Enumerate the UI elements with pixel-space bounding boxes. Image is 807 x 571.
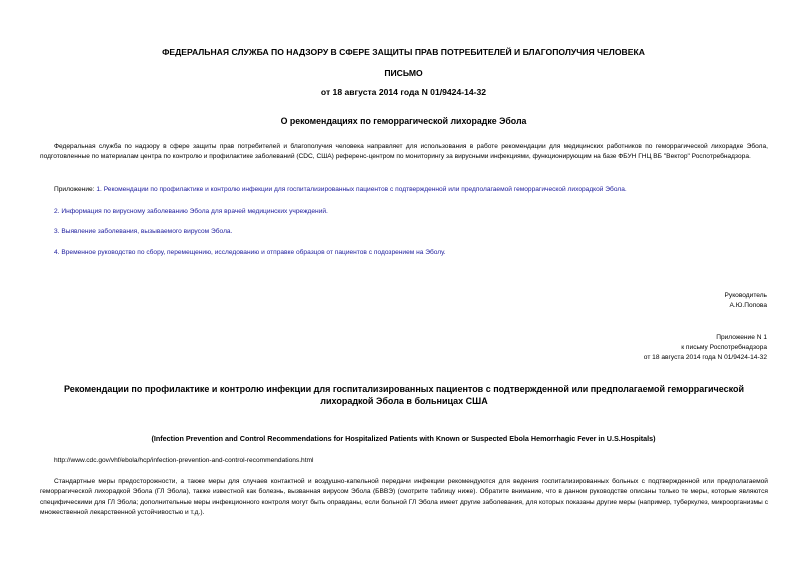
appendix-title: Рекомендации по профилактике и контролю инфекции для госпитализированных пациентов с подтвержденной или предполагаемой геморрагической лихорадкой Эбола в больницах США [63, 384, 745, 406]
attachment-link-2[interactable]: 2. Информация по вирусному заболеванию Эбола для врачей медицинских учреждений. [54, 208, 328, 215]
signature-block [725, 291, 767, 311]
attachment-link-3[interactable]: 3. Выявление заболевания, вызываемого вирусом Эбола. [54, 228, 233, 235]
intro-paragraph: Федеральная служба по надзору в сфере защиты прав потребителей и благополучия человека направляет для использования в работе рекомендации для медицинских работников по геморрагической лихорадке Эбола, подготовленные по материалам центра по контролю и профилактике заболеваний (CDC, США) референс-центром по мониторингу за вирусными инфекциями, функционирующим на базе ФБУН ГНЦ ВБ "Вектор" Роспотребнадзора. [40, 143, 768, 161]
document-type: ПИСЬМО [384, 68, 423, 78]
attachment-link-4[interactable]: 4. Временное руководство по сбору, перемещению, исследованию и отправке образцов от пациентов с подозрением на Эболу. [54, 249, 446, 256]
attachment-item-4[interactable] [54, 249, 446, 256]
signature-role: Руководитель [724, 292, 767, 299]
attachment-prefix: Приложение: [54, 186, 97, 193]
source-url[interactable]: http://www.cdc.gov/vhf/ebola/hcp/infection-prevention-and-control-recommendations.html [54, 457, 314, 464]
appendix-reference [644, 333, 767, 363]
attachment-item-3[interactable] [54, 228, 232, 235]
appendix-date-number: от 18 августа 2014 года N 01/9424-14-32 [643, 354, 767, 361]
document-date-number: от 18 августа 2014 года N 01/9424-14-32 [320, 87, 487, 97]
document-subject: О рекомендациях по геморрагической лихорадке Эбола [280, 116, 527, 126]
appendix-body-paragraph: Стандартные меры предосторожности, а также меры для случаев контактной и воздушно-капельной передачи инфекции рекомендуются для ведения госпитализированных больных с подтвержденной или предполагаемой геморрагической лихорадкой Эбола (ГЛ Эбола), также известной как болезнь, вызванная вирусом Эбола (БВВЭ) (смотрите таблицу ниже). Обратите внимание, что в данном руководстве описаны только те меры, которые являются специфическими для ГЛ Эбола; дополнительные меры инфекционного контроля могут быть оправданы, если больной ГЛ Эбола имеет другие заболевания, для которых показаны другие меры (например, туберкулез, микроорганизмы с множественной лекарственной устойчивостью и т.д.). [40, 478, 768, 517]
appendix-letter-ref: к письму Роспотребнадзора [681, 344, 767, 351]
appendix-english-title: (Infection Prevention and Control Recommendations for Hospitalized Patients with Known or Suspected Ebola Hemorrhagic Fever in U.S.Hospitals) [151, 434, 656, 443]
attachment-item-1 [54, 186, 627, 193]
signature-name: А.Ю.Попова [729, 302, 767, 309]
appendix-number: Приложение N 1 [716, 334, 767, 341]
agency-name: ФЕДЕРАЛЬНАЯ СЛУЖБА ПО НАДЗОРУ В СФЕРЕ ЗАЩИТЫ ПРАВ ПОТРЕБИТЕЛЕЙ И БЛАГОПОЛУЧИЯ ЧЕЛОВЕКА [162, 47, 645, 57]
attachment-item-2[interactable] [54, 208, 328, 215]
attachment-link-1[interactable]: 1. Рекомендации по профилактике и контролю инфекции для госпитализированных пациентов с подтвержденной или предполагаемой геморрагической лихорадкой Эбола. [96, 186, 627, 193]
